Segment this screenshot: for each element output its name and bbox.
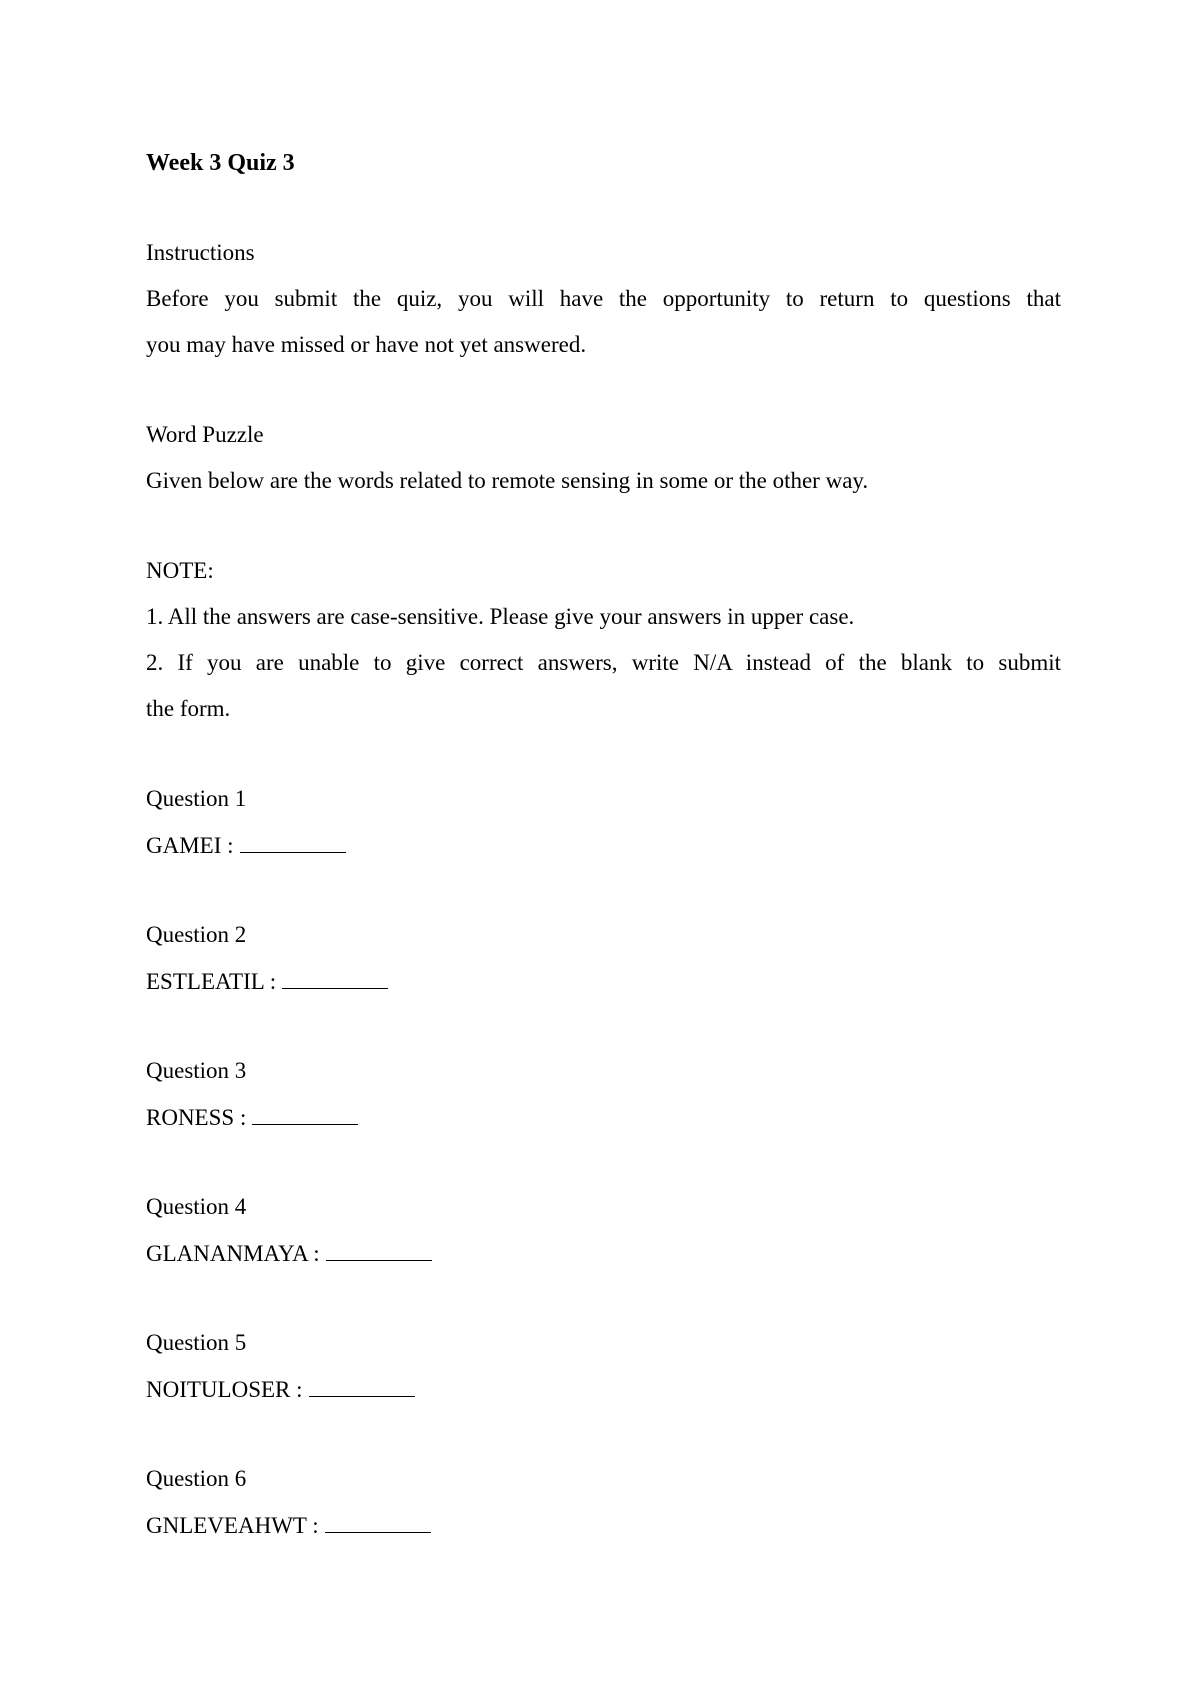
note-item-2-line-1: 2. If you are unable to give correct answers, write N/A instead of the blank to submit bbox=[146, 650, 1061, 675]
puzzle-text: Given below are the words related to remote sensing in some or the other way. bbox=[146, 468, 869, 493]
note-item-2-line-2: the form. bbox=[146, 696, 231, 721]
question-5-answer-blank bbox=[309, 1374, 415, 1397]
question-2-answer-blank bbox=[282, 966, 388, 989]
question-2-row bbox=[146, 966, 388, 997]
question-1-label: Question 1 bbox=[146, 786, 247, 811]
question-4-answer-blank bbox=[326, 1238, 432, 1261]
question-6-row bbox=[146, 1510, 431, 1541]
note-item-1: 1. All the answers are case-sensitive. Please give your answers in upper case. bbox=[146, 604, 855, 629]
question-5-label: Question 5 bbox=[146, 1330, 247, 1355]
note-heading: NOTE: bbox=[146, 558, 214, 583]
question-6-word: GNLEVEAHWT : bbox=[146, 1513, 319, 1538]
question-1-word: GAMEI : bbox=[146, 833, 234, 858]
puzzle-heading: Word Puzzle bbox=[146, 422, 264, 447]
instructions-heading: Instructions bbox=[146, 240, 255, 265]
question-1-row bbox=[146, 830, 346, 861]
question-3-answer-blank bbox=[252, 1102, 358, 1125]
instructions-line-2: you may have missed or have not yet answered. bbox=[146, 332, 587, 357]
question-4-label: Question 4 bbox=[146, 1194, 247, 1219]
question-1-answer-blank bbox=[240, 830, 346, 853]
question-5-row bbox=[146, 1374, 415, 1405]
question-3-row bbox=[146, 1102, 358, 1133]
question-2-word: ESTLEATIL : bbox=[146, 969, 277, 994]
question-2-label: Question 2 bbox=[146, 922, 247, 947]
question-6-label: Question 6 bbox=[146, 1466, 247, 1491]
question-6-answer-blank bbox=[325, 1510, 431, 1533]
question-4-word: GLANANMAYA : bbox=[146, 1241, 320, 1266]
instructions-line-1: Before you submit the quiz, you will have the opportunity to return to questions that bbox=[146, 286, 1061, 311]
question-3-word: RONESS : bbox=[146, 1105, 247, 1130]
question-3-label: Question 3 bbox=[146, 1058, 247, 1083]
question-4-row bbox=[146, 1238, 432, 1269]
page-title: Week 3 Quiz 3 bbox=[146, 150, 295, 176]
question-5-word: NOITULOSER : bbox=[146, 1377, 303, 1402]
